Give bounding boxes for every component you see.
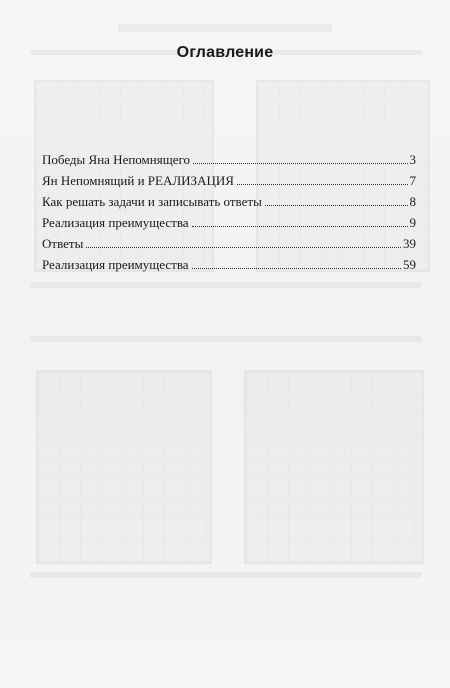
toc-entry-title: Как решать задачи и записывать ответы (42, 194, 262, 209)
show-through-header (118, 24, 332, 32)
toc-leader-dots (192, 267, 401, 269)
toc-leader-dots (192, 225, 408, 227)
toc-entry-title: Ян Непомнящий и РЕАЛИЗАЦИЯ (42, 173, 234, 188)
toc-leader-dots (265, 204, 408, 206)
toc-leader-dots (86, 246, 401, 248)
toc-entry[interactable] (42, 188, 416, 209)
toc-entry-title: Победы Яна Непомнящего (42, 152, 190, 167)
show-through-caption (30, 336, 422, 342)
toc-entry-title: Реализация преимущества (42, 257, 189, 272)
toc-entry[interactable] (42, 209, 416, 230)
show-through-caption (30, 282, 422, 288)
toc-entry-page: 7 (409, 173, 416, 188)
table-of-contents (42, 146, 416, 272)
toc-entry-page: 8 (409, 194, 416, 209)
toc-entry-title: Ответы (42, 236, 84, 251)
toc-entry[interactable] (42, 167, 416, 188)
toc-entry-page: 59 (403, 257, 416, 272)
toc-leader-dots (193, 162, 408, 164)
toc-entry-page: 3 (409, 152, 416, 167)
toc-entry[interactable] (42, 230, 416, 251)
toc-entry[interactable] (42, 251, 416, 272)
page-title: Оглавление (176, 44, 274, 61)
toc-entry-page: 39 (403, 236, 416, 251)
show-through-caption (30, 572, 422, 578)
toc-entry-title: Реализация преимущества (42, 215, 189, 230)
show-through-board (36, 370, 212, 564)
toc-entry[interactable] (42, 146, 416, 167)
toc-leader-dots (237, 183, 408, 185)
show-through-board (244, 370, 424, 564)
toc-entry-page: 9 (409, 215, 416, 230)
